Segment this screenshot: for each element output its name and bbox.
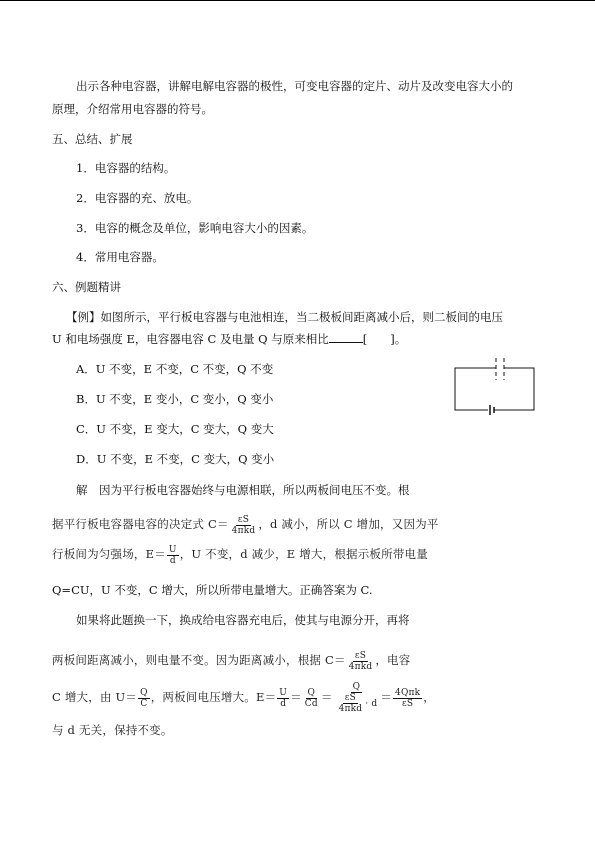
fraction-field: $\frac{U}{d}$ — [168, 544, 177, 566]
example-line-2a: U 和电场强度 E，电容器电容 C 及电量 Q 与原来相比 — [52, 332, 329, 346]
fraction-inner: $\frac{\varepsilon S}{\text{4πkd}}$ — [338, 693, 363, 714]
circuit-wire-right — [494, 368, 534, 410]
section5-item-4: 4．常用电容器。 — [76, 250, 164, 264]
fraction-capacitance: $\frac{\varepsilon S}{\text{4πkd}}$ — [231, 514, 256, 536]
answer-blank — [329, 331, 363, 343]
solution-line-1: 解 因为平行板电容器始终与电源相联，所以两板间电压不变。根 — [76, 483, 410, 497]
section5-heading: 五、总结、扩展 — [52, 132, 133, 146]
example-line-1: 【例】如图所示，平行板电容器与电池相连，当二极板间距离减小后，则二板间的电压 — [66, 310, 503, 324]
example-line-2 — [52, 331, 406, 347]
fraction-final: $\frac{\text{4Qπk}}{\varepsilon S}$ — [395, 687, 421, 709]
solution-line-4: Q=CU，U 不变，C 增大，所以所带电量增大。正确答案为 C. — [52, 583, 373, 597]
solution-line-2: 据平行板电容器电容的决定式 C＝ $\frac{\varepsilon S}{\text{4πkd}}$ ，d 减小，所以 C 增加，又因为平 — [52, 514, 439, 536]
top-rule — [0, 0, 595, 1]
fraction-capacitance-2: $\frac{\varepsilon S}{\text{4πkd}}$ — [348, 650, 373, 672]
variant-line-1: 如果将此题换一下，换成给电容器充电后，使其与电源分开，再将 — [76, 613, 410, 627]
solution-line-3: 行板间为匀强场，E＝ $\frac{U}{d}$ ，U 不变，d 减少，E 增大，根据示板所带电量 — [52, 544, 428, 566]
variant-line-3: C 增大，由 U＝ $\frac{Q}{C}$ ，两板间电压增大。E＝ $\frac{U}{d}$ ＝ $\frac{Q}{Cd}$ ＝ Q $\frac{\varepsilon S}{\text{4πkd}}$ · d ＝ $\frac{\text{4Qπk}}{\varepsilon S}$ ， — [52, 682, 435, 714]
option-a: A．U 不变，E 不变，C 不变，Q 不变 — [76, 362, 274, 376]
fraction-q-over-cd: $\frac{Q}{Cd}$ — [304, 687, 318, 709]
variant-line-4: 与 d 无关，保持不变。 — [52, 723, 173, 737]
option-b: B．U 不变，E 变小，C 变小，Q 变小 — [76, 392, 274, 406]
option-c: C．U 不变，E 变大，C 变大，Q 变大 — [76, 422, 274, 436]
circuit-wire-left — [455, 368, 496, 410]
intro-line-1: 出示各种电容器，讲解电解电容器的极性，可变电容器的定片、动片及改变电容大小的 — [76, 79, 513, 93]
fraction-u-over-d: $\frac{U}{d}$ — [279, 687, 288, 709]
circuit-diagram — [450, 356, 540, 416]
section6-heading: 六、例题精讲 — [52, 280, 121, 294]
variant-line-2: 两板间距离减小，则电量不变。因为距离减小，根据 C＝ $\frac{\varepsilon S}{\text{4πkd}}$ ，电容 — [52, 650, 411, 672]
intro-line-2: 原理，介绍常用电容器的符号。 — [52, 102, 213, 116]
example-line-2b: [ ]。 — [362, 332, 407, 346]
section5-item-1: 1．电容器的结构。 — [76, 161, 176, 175]
fraction-compound: Q $\frac{\varepsilon S}{\text{4πkd}}$ · d — [338, 682, 378, 714]
fraction-voltage: $\frac{Q}{C}$ — [140, 687, 148, 709]
section5-item-3: 3．电容的概念及单位，影响电容大小的因素。 — [76, 221, 314, 235]
option-d: D．U 不变，E 不变，C 变大，Q 变小 — [76, 452, 275, 466]
section5-item-2: 2．电容器的充、放电。 — [76, 191, 199, 205]
